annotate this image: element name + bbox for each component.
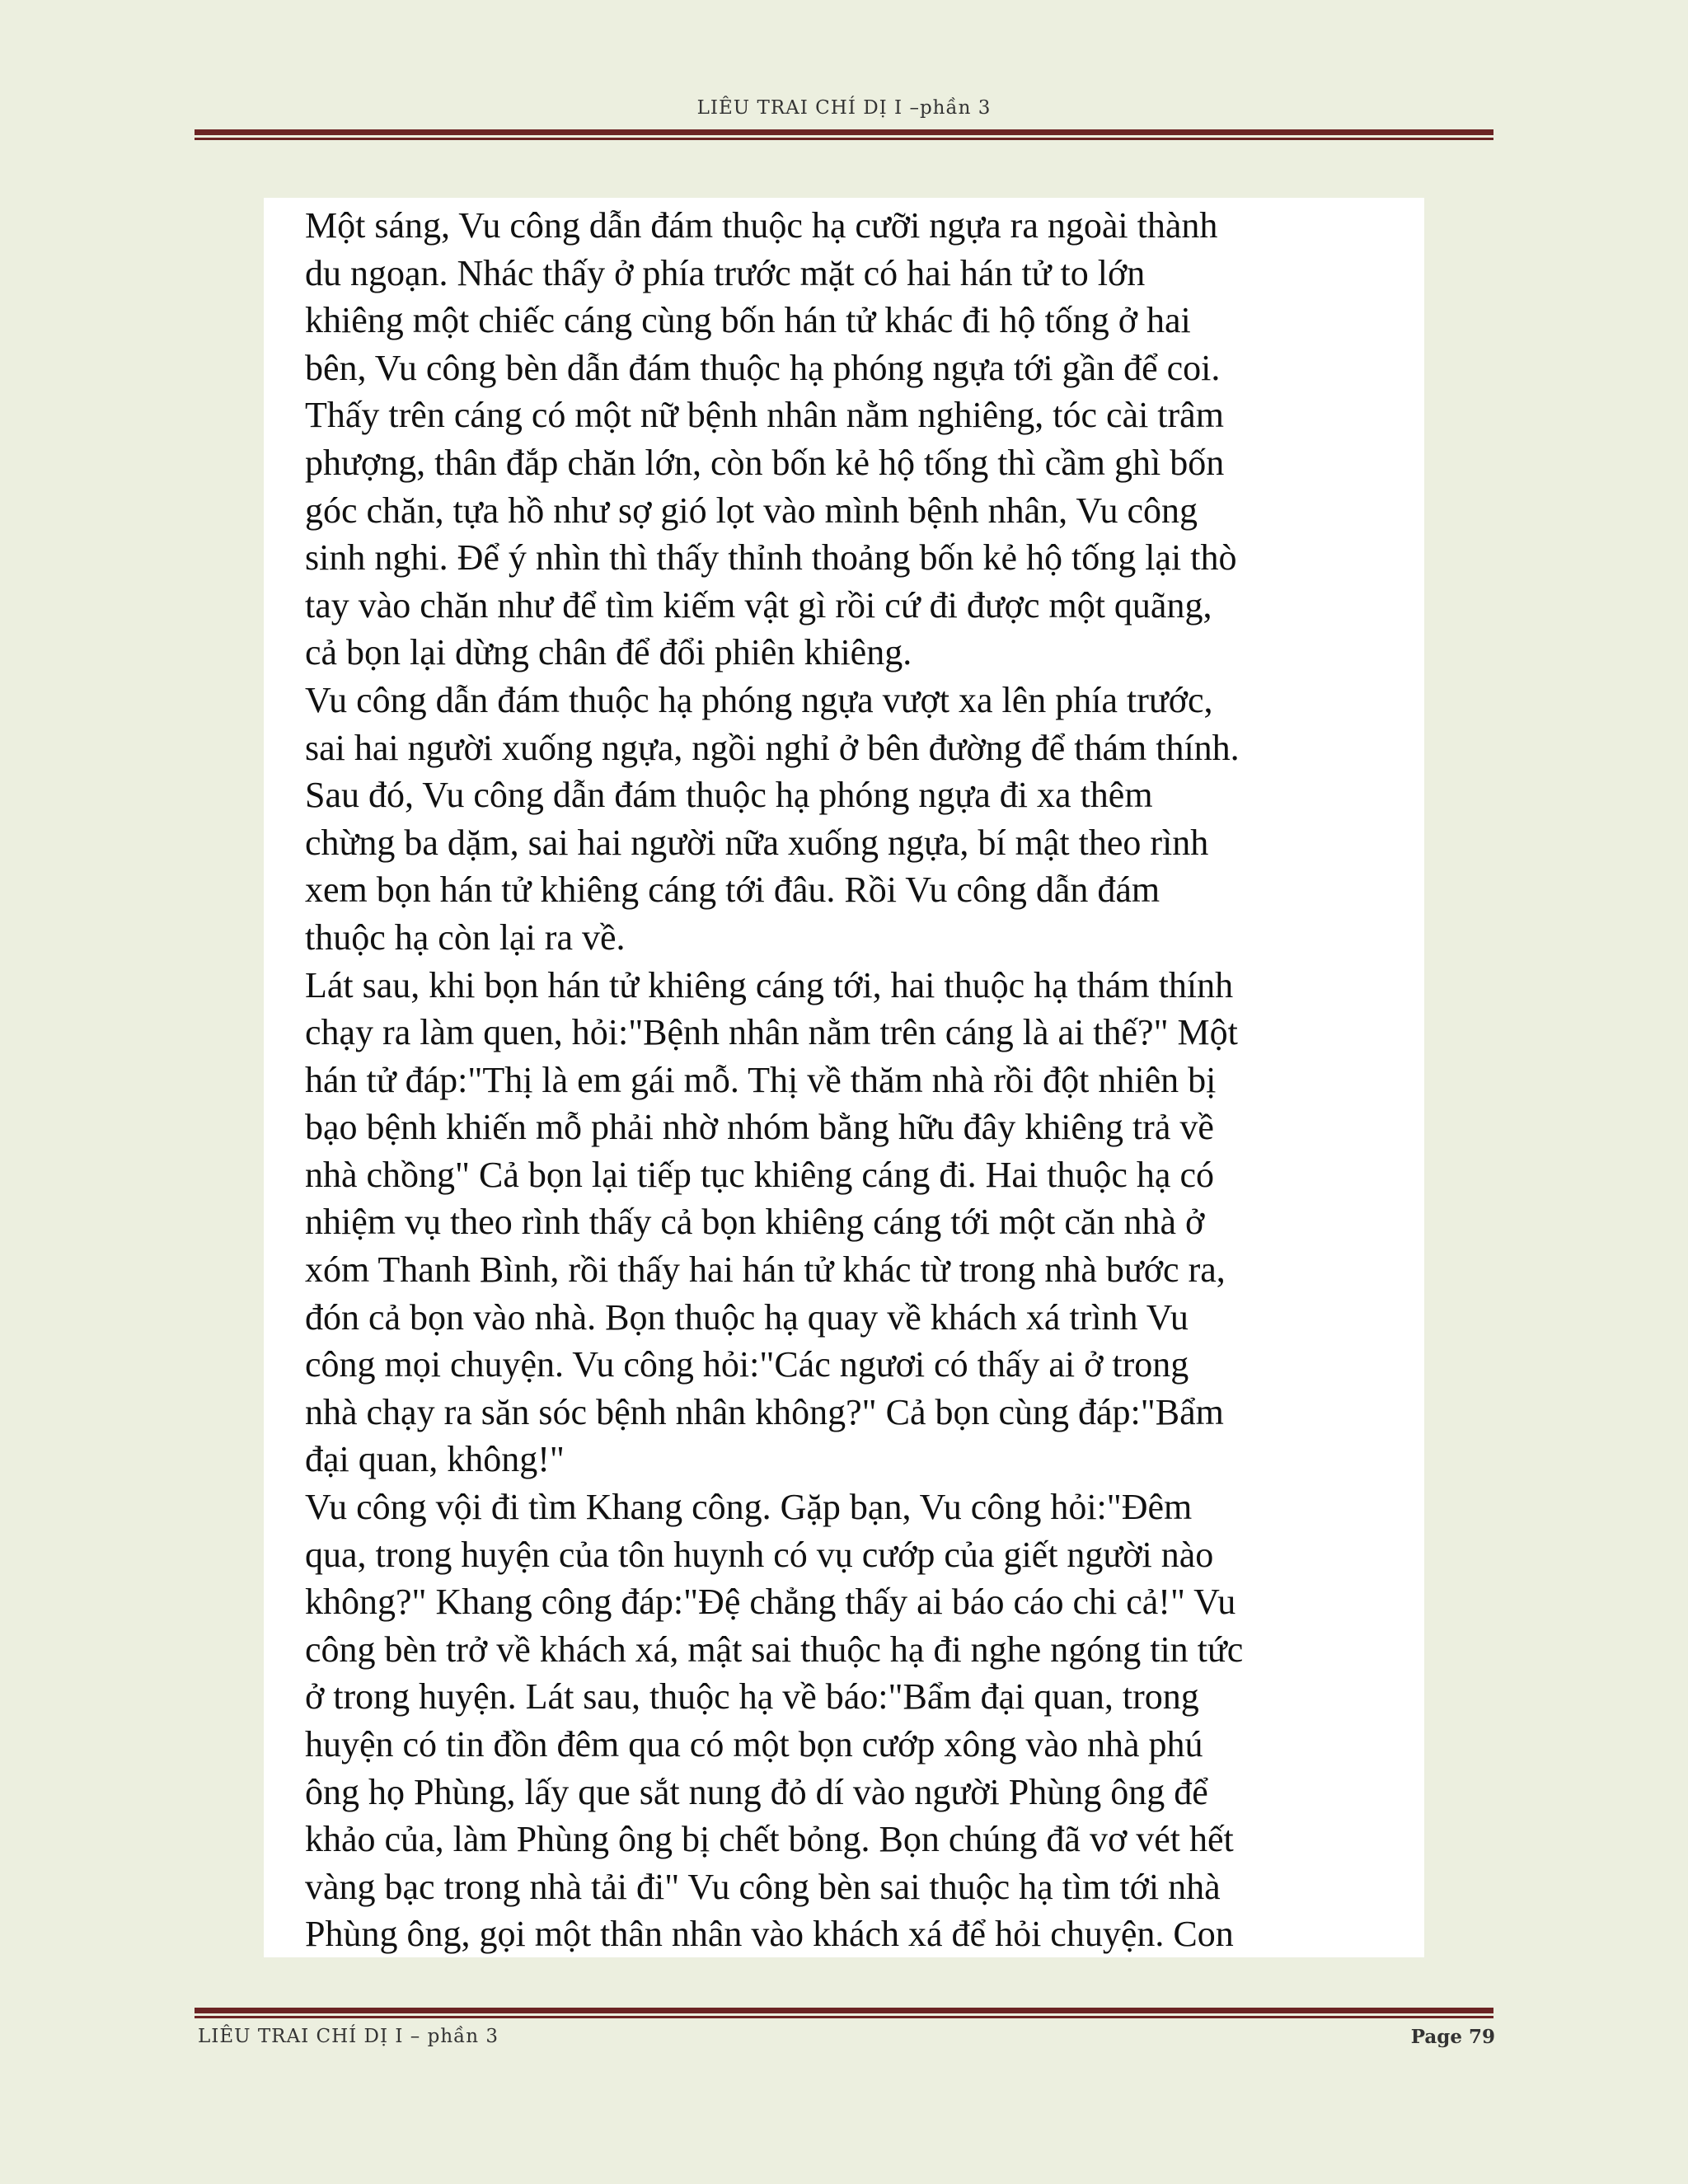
text-line: Vu công dẫn đám thuộc hạ phóng ngựa vượt xa lên phía trước, <box>305 679 1213 720</box>
text-line: huyện có tin đồn đêm qua có một bọn cướp xông vào nhà phú <box>305 1724 1203 1765</box>
page-header-title: LIÊU TRAI CHÍ DỊ I –phần 3 <box>696 97 992 119</box>
text-line: góc chăn, tựa hồ như sợ gió lọt vào mình bệnh nhân, Vu công <box>305 490 1198 531</box>
text-line: ở trong huyện. Lát sau, thuộc hạ về báo:"Bẩm đại quan, trong <box>305 1676 1199 1718</box>
text-line: du ngoạn. Nhác thấy ở phía trước mặt có hai hán tử to lớn <box>305 252 1146 293</box>
text-line: vàng bạc trong nhà tải đi" Vu công bèn sai thuộc hạ tìm tới nhà <box>305 1866 1221 1907</box>
text-line: Phùng ông, gọi một thân nhân vào khách xá để hỏi chuyện. Con <box>305 1914 1234 1955</box>
text-line: đón cả bọn vào nhà. Bọn thuộc hạ quay về khách xá trình Vu <box>305 1296 1189 1338</box>
page-number: Page 79 <box>1410 2026 1495 2048</box>
footer-title: LIÊU TRAI CHÍ DỊ I – phần 3 <box>198 2026 499 2047</box>
paragraph <box>305 677 1424 962</box>
paragraph <box>305 1483 1424 1957</box>
text-line: chạy ra làm quen, hỏi:"Bệnh nhân nằm trên cáng là ai thế?" Một <box>305 1012 1238 1053</box>
text-line: đại quan, không!" <box>305 1439 565 1480</box>
text-line: Một sáng, Vu công dẫn đám thuộc hạ cưỡi ngựa ra ngoài thành <box>305 205 1218 246</box>
text-line: nhà chồng" Cả bọn lại tiếp tục khiêng cáng đi. Hai thuộc hạ có <box>305 1154 1214 1195</box>
paragraph <box>305 202 1424 677</box>
text-line: công bèn trở về khách xá, mật sai thuộc hạ đi nghe ngóng tin tức <box>305 1629 1244 1670</box>
text-line: bên, Vu công bèn dẫn đám thuộc hạ phóng ngựa tới gần để coi. <box>305 347 1221 388</box>
text-line: nhiệm vụ theo rình thấy cả bọn khiêng cáng tới một căn nhà ở <box>305 1202 1205 1243</box>
text-line: Sau đó, Vu công dẫn đám thuộc hạ phóng ngựa đi xa thêm <box>305 775 1153 816</box>
footer-divider <box>195 2008 1493 2018</box>
text-line: Lát sau, khi bọn hán tử khiêng cáng tới, hai thuộc hạ thám thính <box>305 964 1234 1005</box>
text-line: ông họ Phùng, lấy que sắt nung đỏ dí vào người Phùng ông để <box>305 1771 1208 1812</box>
header-divider <box>195 129 1493 140</box>
text-line: thuộc hạ còn lại ra về. <box>305 916 626 958</box>
text-line: Vu công vội đi tìm Khang công. Gặp bạn, Vu công hỏi:"Đêm <box>305 1487 1193 1528</box>
text-line: nhà chạy ra săn sóc bệnh nhân không?" Cả bọn cùng đáp:"Bẩm <box>305 1391 1224 1432</box>
text-line: sai hai người xuống ngựa, ngồi nghỉ ở bên đường để thám thính. <box>305 727 1240 768</box>
text-line: qua, trong huyện của tôn huynh có vụ cướp của giết người nào <box>305 1534 1214 1575</box>
text-line: sinh nghi. Để ý nhìn thì thấy thỉnh thoảng bốn kẻ hộ tống lại thò <box>305 537 1237 579</box>
text-line: bạo bệnh khiến mỗ phải nhờ nhóm bằng hữu đây khiêng trả về <box>305 1107 1214 1148</box>
text-line: hán tử đáp:"Thị là em gái mỗ. Thị về thăm nhà rồi đột nhiên bị <box>305 1059 1217 1100</box>
text-line: tay vào chăn như để tìm kiếm vật gì rồi cứ đi được một quãng, <box>305 584 1212 626</box>
paragraph <box>305 962 1424 1484</box>
text-line: xóm Thanh Bình, rồi thấy hai hán tử khác từ trong nhà bước ra, <box>305 1249 1226 1291</box>
text-line: công mọi chuyện. Vu công hỏi:"Các ngươi có thấy ai ở trong <box>305 1344 1189 1385</box>
text-line: khiêng một chiếc cáng cùng bốn hán tử khác đi hộ tống ở hai <box>305 300 1191 341</box>
text-line: khảo của, làm Phùng ông bị chết bỏng. Bọn chúng đã vơ vét hết <box>305 1819 1234 1860</box>
text-line: phượng, thân đắp chăn lớn, còn bốn kẻ hộ tống thì cầm ghì bốn <box>305 442 1225 483</box>
text-line: xem bọn hán tử khiêng cáng tới đâu. Rồi Vu công dẫn đám <box>305 869 1160 911</box>
page-body <box>264 198 1424 1957</box>
text-line: cả bọn lại dừng chân để đổi phiên khiêng. <box>305 632 912 673</box>
text-line: Thấy trên cáng có một nữ bệnh nhân nằm nghiêng, tóc cài trâm <box>305 395 1224 436</box>
text-line: không?" Khang công đáp:"Đệ chẳng thấy ai báo cáo chi cả!" Vu <box>305 1582 1236 1623</box>
text-line: chừng ba dặm, sai hai người nữa xuống ngựa, bí mật theo rình <box>305 822 1209 863</box>
